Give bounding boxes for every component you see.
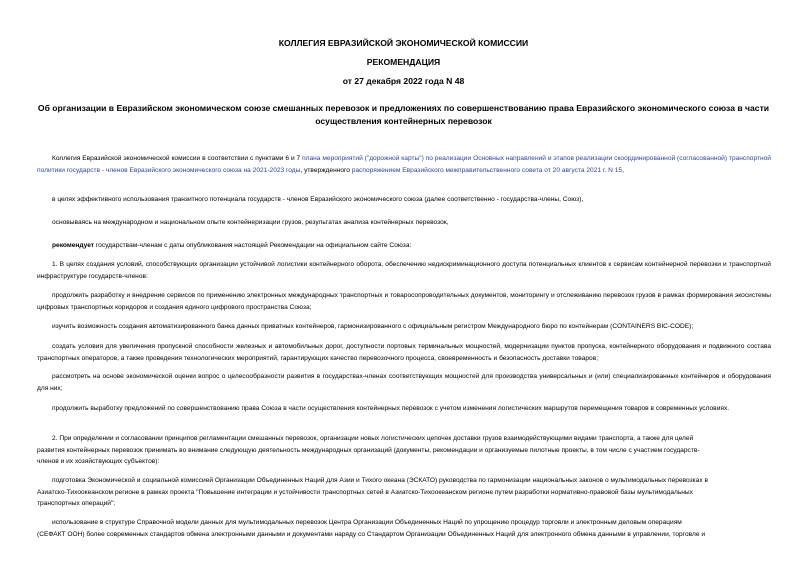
council-order-link[interactable]: распоряжением Евразийского межправительственного совета от 20 августа 2021 г. N 15 (351, 166, 623, 174)
document-type: РЕКОМЕНДАЦИЯ (366, 57, 441, 67)
document-date-number: от 27 декабря 2022 года N 48 (342, 76, 465, 86)
intro-text-2: , утвержденного (300, 166, 352, 174)
paragraph-1e: продолжить выработку предложений по совершенствованию права Союза в части осуществления контейнерных перевозок с учетом изменения логистических маршрутов перемещения товаров в современных условиях. (52, 405, 730, 412)
paragraph-2 (37, 433, 772, 468)
intro-text-1: Коллегия Евразийской экономической комиссии в соответствии с пунктами 6 и 7 (52, 155, 303, 162)
paragraph-2-line-3: членов и их хозяйствующих субъектов): (37, 458, 160, 465)
issuing-body: КОЛЛЕГИЯ ЕВРАЗИЙСКОЙ ЭКОНОМИЧЕСКОЙ КОМИССИИ (278, 38, 529, 48)
recommends-keyword: рекомендует (52, 242, 95, 249)
paragraph-1a: продолжить разработку и внедрение сервисов по применению электронных международных транспортных и товаросопроводительных документов, мониторингу и отслеживанию перевозок грузов в рамках формирования экосистемы цифровых транспортных коридоров и создания единого цифрового пространства Союза; (37, 292, 771, 311)
paragraph-1c: создать условия для увеличения пропускной способности железных и автомобильных дорог, доступности портовых терминальных мощностей, модернизации пунктов пропуска, контейнерного оборудования и подвижного состава транспортных операторов, а также проведения технологических мероприятий, гарантирующих качество перевозочного процесса, своевременность и безопасность доставки товаров; (37, 343, 771, 362)
roadmap-link[interactable]: плана мероприятий ("дорожной карты") по реализации Основных направлений и этапов реализации скоординированной (согласованной) транспортной политики государств - членов Евразийского экономического союза на 2021-2023 годы (37, 155, 771, 174)
intro-paragraph (37, 153, 771, 176)
paragraph-recommends (37, 240, 771, 252)
intro-text-3: , (622, 166, 624, 174)
paragraph-2a-line-1: подготовка Экономической и социальной комиссией Организации Объединенных Наций для Азии и Тихого океана (ЭСКАТО) руководства по гармонизации национальных законов о мультимодальных перевозках в (52, 477, 708, 484)
paragraph-2-line-1: 2. При определении и согласовании принципов регламентации смешанных перевозок, организации новых логистических цепочек доставки грузов взаимодействующими видами транспорта, а также для целей (52, 435, 694, 442)
paragraph-2b-line-2: (СЕФАКТ ООН) более современных стандартов обмена электронными данными и документами наряду со Стандартом Организации Объединенных Наций для электронного обмена данными в управлении, торговле и (37, 530, 706, 538)
paragraph-2-line-2: развития контейнерных перевозок принимать во внимание следующую деятельность международных организаций (документы, рекомендации и организуемые пилотные проекты, в том числе с участием государств- (37, 446, 700, 454)
paragraph-1b: изучить возможность создания автоматизированного банка данных приватных контейнеров, гармонизированного с официальным регистром Международного бюро по контейнерам (CONTAINERS BIC-CODE); (52, 323, 694, 330)
document-title: Об организации в Евразийском экономическом союзе смешанных перевозок и предложениях по совершенствованию права Евразийского экономического союза в части осуществления контейнерных перевозок (37, 103, 770, 126)
paragraph-2a-line-2: Азиатско-Тихоокеанском регионе в рамках проекта "Повышение интеграции и устойчивости транспортных сетей в Азиатско-Тихоокеанском регионе путем разработки нормативно-правовой базы мультимодальных (37, 488, 693, 496)
paragraph-1: 1. В целях создания условий, способствующих организации устойчивой логистики контейнерного оборота, обеспечению недискриминационного доступа потенциальных клиентов к сервисам контейнерной перевозки и транспортной инфраструктуре государств-членов: (37, 261, 771, 280)
paragraph-2a-line-3: транспортных операций"; (37, 500, 116, 507)
paragraph-goal: в целях эффективного использования транзитного потенциала государств - членов Евразийского экономического союза (далее соответственно - государства-члены, Союз), (52, 196, 584, 203)
paragraph-1d: рассмотреть на основе экономической оценки вопрос о целесообразности развития в государствах-членах соответствующих мощностей для производства универсальных и (или) специализированных контейнеров и оборудования для них; (37, 373, 771, 392)
recommends-text: государствам-членам с даты опубликования настоящей Рекомендации на официальном сайте Союза: (94, 242, 412, 249)
paragraph-2b-line-1: использование в структуре Справочной модели данных для мультимодальных перевозок Центра Организации Объединенных Наций по упрощению процедур торговли и электронным деловым операциям (52, 519, 682, 526)
paragraph-2b (37, 517, 772, 540)
paragraph-basis: основываясь на международном и национальном опыте контейнеризации грузов, результатах анализа контейнерных перевозок, (52, 219, 449, 226)
paragraph-2a (37, 475, 772, 510)
